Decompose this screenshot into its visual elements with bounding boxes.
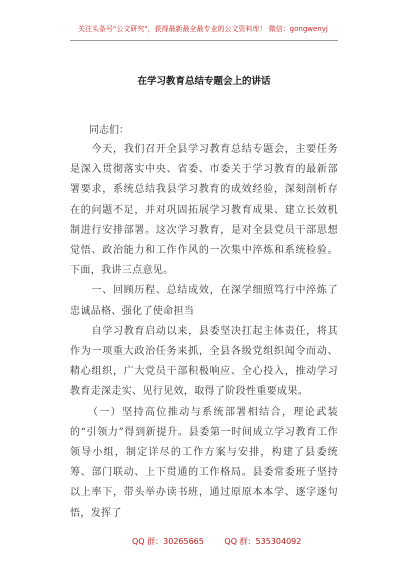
- header-banner: 关注头条号"公文研究"，获得最新最全最专业的公文资料库！ 微信：gongwenyj: [78, 25, 328, 33]
- header-divider: [70, 40, 338, 41]
- paragraph-indent: [70, 326, 91, 337]
- paragraph-indent: [70, 407, 93, 418]
- document-body: [70, 140, 338, 524]
- salutation: 同志们：: [89, 125, 129, 136]
- footer-qq-group-1: QQ 群：30265665: [132, 537, 204, 546]
- paragraph-point-one: [70, 403, 338, 524]
- paragraph-indent: [70, 285, 91, 296]
- paragraph-indent: [70, 144, 91, 155]
- paragraph-text: （一）坚持高位推动与系统部署相结合，理论武装的“引领力”得到新提升。县委第一时间成立学习教育工作领导小组，制定详尽的工作方案与安排，构建了县委统筹、部门联动、上下贯通的工作格局。县委常委班子坚持以上率下，带头举办读书班，通过原原本本学、逐字逐句悟，发挥了: [70, 406, 338, 519]
- paragraph-text: 自学习教育启动以来，县委坚决扛起主体责任，将其作为一项重大政治任务来抓，全县各级党组织闻令而动、精心组织，广大党员干部积极响应、全心投入，推动学习教育走深走实、见行见效，取得了阶段性重要成果。: [70, 325, 338, 398]
- section-heading: [70, 281, 338, 321]
- footer-contact: [132, 536, 319, 547]
- document-title: 在学习教育总结专题会上的讲话: [137, 76, 271, 87]
- footer-qq-group-2: QQ 群：535304092: [224, 537, 302, 546]
- section-heading-text: 一、回顾历程、总结成效，在深学细照笃行中淬炼了忠诚品格、强化了使命担当: [70, 285, 338, 317]
- paragraph-intro: [70, 140, 338, 281]
- paragraph-overview: [70, 322, 338, 403]
- paragraph-text: 今天，我们召开全县学习教育总结专题会，主要任务是深入贯彻落实中央、省委、市委关于学习教育的最新部署要求，系统总结我县学习教育的成效经验，深刻剖析存在的问题不足，并对巩固拓展学习教育成果、建立长效机制进行安排部署。这次学习教育，是对全县党员干部思想觉悟、政治能力和工作作风的一次集中淬炼和系统检验。下面，我讲三点意见。: [70, 144, 338, 277]
